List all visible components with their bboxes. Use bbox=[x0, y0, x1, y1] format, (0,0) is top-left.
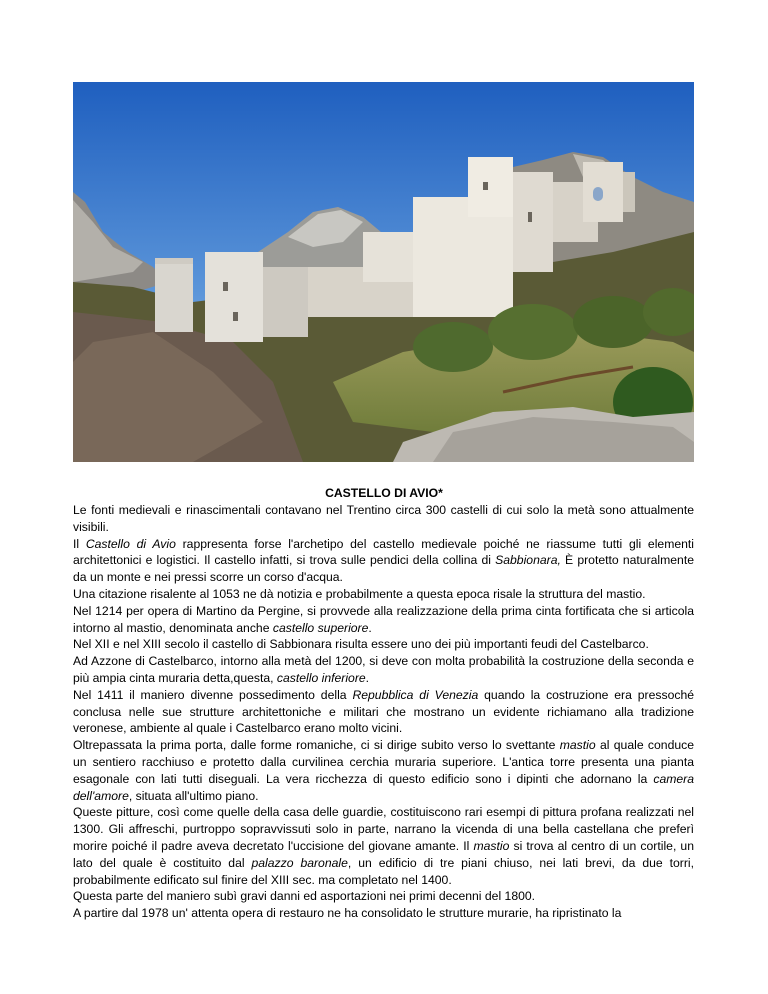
paragraph bbox=[73, 636, 694, 653]
text-segment: Il bbox=[73, 536, 86, 551]
italic-text: Sabbionara, bbox=[495, 553, 561, 568]
italic-text: castello superiore bbox=[272, 620, 369, 635]
text-segment: . bbox=[365, 670, 370, 685]
paragraph bbox=[73, 737, 694, 804]
text-segment: . bbox=[368, 620, 372, 635]
italic-text: mastio bbox=[473, 838, 510, 853]
text-segment: Nel XII e nel XIII secolo il castello di Sabbionara risulta essere uno dei più importanti feudi del Castelbarco. bbox=[73, 637, 649, 652]
paragraph bbox=[73, 905, 694, 922]
italic-text: mastio bbox=[559, 738, 596, 753]
document-body bbox=[73, 502, 694, 922]
italic-text: Repubblica di Venezia bbox=[352, 687, 479, 702]
document-title: CASTELLO DI AVIO* bbox=[325, 486, 443, 500]
text-segment: Le fonti medievali e rinascimentali contavano nel Trentino circa 300 castelli di cui solo la metà sono attualmente visibili. bbox=[73, 503, 694, 534]
text-segment: A partire dal 1978 un' attenta opera di restauro ne ha consolidato le strutture murarie, ha ripristinato la bbox=[73, 906, 622, 921]
text-segment: , un edificio di tre piani chiuso, nei lati brevi, da due torri, probabilmente edificato sul finire del XIII sec. ma completato nel 1400. bbox=[73, 855, 694, 887]
text-segment: Queste pitture, così come quelle della casa delle guardie, costituiscono rari esempi di pittura profana realizzati nel 1300. Gli affreschi, purtroppo sopravvissuti solo in parte, narrano la vicenda di una bella castellana che preferì morire poiché il padre aveva decretato l'uccisione del giovane amante. Il bbox=[73, 805, 694, 853]
italic-text: Castello di Avio bbox=[85, 536, 176, 551]
text-segment: , situata all'ultimo piano. bbox=[128, 788, 259, 803]
paragraph bbox=[73, 603, 694, 637]
paragraph bbox=[73, 502, 694, 536]
paragraph bbox=[73, 888, 694, 905]
text-segment: Una citazione risalente al 1053 ne dà notizia e probabilmente a questa epoca risale la struttura del mastio. bbox=[73, 586, 646, 601]
paragraph bbox=[73, 586, 694, 603]
italic-text: palazzo baronale bbox=[251, 855, 348, 870]
italic-text: castello inferiore bbox=[276, 670, 366, 685]
text-segment: Oltrepassata la prima porta, dalle forme romaniche, ci si dirige subito verso lo svettante bbox=[73, 738, 560, 753]
text-segment: rappresenta forse l'archetipo del castello medievale poiché ne riassume tutti gli elementi architettonici e logistici. Il castello infatti, si trova sulle pendici della collina di bbox=[73, 536, 694, 568]
text-segment: Nel 1214 per opera di Martino da Pergine, si provvede alla realizzazione della prima cinta fortificata che si articola intorno al mastio, denominata anche bbox=[73, 603, 694, 635]
text-segment: quando la costruzione era pressoché conclusa nelle sue strutture architettoniche e militari che mostrano un evidente richiamano alla tradizione veronese, ambiente al quale i Castelbarco erano molto vicini. bbox=[73, 687, 694, 736]
paragraph bbox=[73, 804, 694, 888]
text-segment: al quale conduce un sentiero racchiuso e protetto dalla curvilinea cerchia muraria superiore. L'antica torre presenta una pianta esagonale con lati tutti diseguali. La vera ricchezza di questo edificio sono i dipinti che adornano la bbox=[73, 738, 694, 786]
castle-photo bbox=[73, 82, 694, 462]
text-segment: si trova al centro di un cortile, un lato del quale è costituito dal bbox=[73, 838, 694, 870]
text-segment: Questa parte del maniero subì gravi danni ed asportazioni nei primi decenni del 1800. bbox=[73, 889, 536, 904]
paragraph bbox=[73, 687, 694, 737]
italic-text: camera dell'amore bbox=[73, 771, 694, 803]
text-segment: Nel 1411 il maniero divenne possedimento della bbox=[73, 687, 353, 702]
text-segment: È protetto naturalmente da un monte e nei pressi scorre un corso d'acqua. bbox=[73, 553, 694, 585]
paragraph bbox=[73, 653, 694, 687]
text-segment: Ad Azzone di Castelbarco, intorno alla metà del 1200, si deve con molta probabilità la costruzione della seconda e più ampia cinta muraria detta,questa, bbox=[73, 654, 694, 685]
paragraph bbox=[73, 536, 694, 586]
